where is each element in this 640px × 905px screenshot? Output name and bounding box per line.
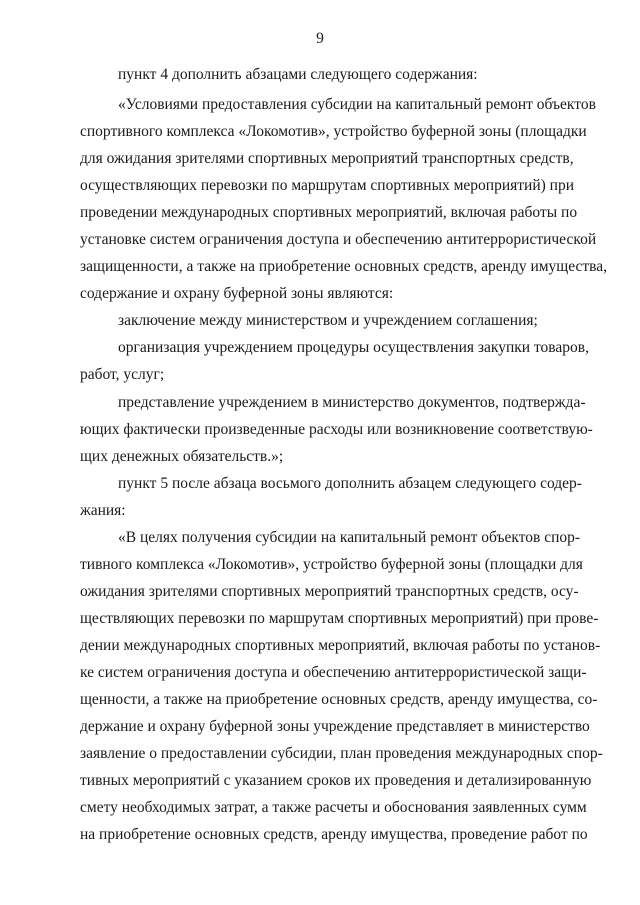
text-line: тивных мероприятий с указанием сроков их проведения и детализированную bbox=[80, 772, 592, 789]
text-line: щенности, а также на приобретение основных средств, аренду имущества, со- bbox=[80, 691, 598, 708]
text-line: защищенности, а также на приобретение основных средств, аренду имущества, bbox=[80, 258, 608, 275]
text-line: работ, услуг; bbox=[80, 366, 165, 383]
text-line: «Условиями предоставления субсидии на капитальный ремонт объектов bbox=[118, 96, 596, 113]
text-line: ке систем ограничения доступа и обеспечению антитеррористической защи- bbox=[80, 664, 587, 681]
text-line: пункт 4 дополнить абзацами следующего содержания: bbox=[118, 66, 478, 83]
page-number: 9 bbox=[316, 30, 324, 47]
text-line: щих денежных обязательств.»; bbox=[80, 448, 284, 465]
text-line: на приобретение основных средств, аренду имущества, проведение работ по bbox=[80, 826, 588, 843]
text-line: представление учреждением в министерство документов, подтвержда- bbox=[118, 394, 586, 411]
text-line: жания: bbox=[80, 502, 126, 519]
text-line: держание и охрану буферной зоны учреждение представляет в министерство bbox=[80, 718, 590, 735]
text-line: проведении международных спортивных мероприятий, включая работы по bbox=[80, 204, 578, 221]
text-line: установке систем ограничения доступа и обеспечению антитеррористической bbox=[80, 231, 597, 248]
text-line: заявление о предоставлении субсидии, план проведения международных спор- bbox=[80, 745, 603, 762]
text-line: тивного комплекса «Локомотив», устройство буферной зоны (площадки для bbox=[80, 556, 583, 573]
text-line: ющих фактически произведенные расходы или возникновение соответствую- bbox=[80, 421, 593, 438]
text-line: спортивного комплекса «Локомотив», устройство буферной зоны (площадки bbox=[80, 123, 587, 140]
text-line: для ожидания зрителями спортивных мероприятий транспортных средств, bbox=[80, 150, 574, 167]
text-line: осуществляющих перевозки по маршрутам спортивных мероприятий) при bbox=[80, 177, 575, 194]
text-line: пункт 5 после абзаца восьмого дополнить абзацем следующего содер- bbox=[118, 475, 582, 492]
text-line: организация учреждением процедуры осуществления закупки товаров, bbox=[118, 339, 589, 356]
text-line: ществляющих перевозки по маршрутам спортивных мероприятий) при прове- bbox=[80, 610, 599, 627]
text-line: ожидания зрителями спортивных мероприятий транспортных средств, осу- bbox=[80, 583, 579, 600]
text-line: «В целях получения субсидии на капитальный ремонт объектов спор- bbox=[118, 529, 581, 546]
text-line: смету необходимых затрат, а также расчеты и обоснования заявленных сумм bbox=[80, 799, 587, 816]
text-line: дении международных спортивных мероприятий, включая работы по установ- bbox=[80, 637, 601, 654]
text-line: заключение между министерством и учреждением соглашения; bbox=[118, 312, 538, 329]
text-line: содержание и охрану буферной зоны являются: bbox=[80, 285, 394, 302]
